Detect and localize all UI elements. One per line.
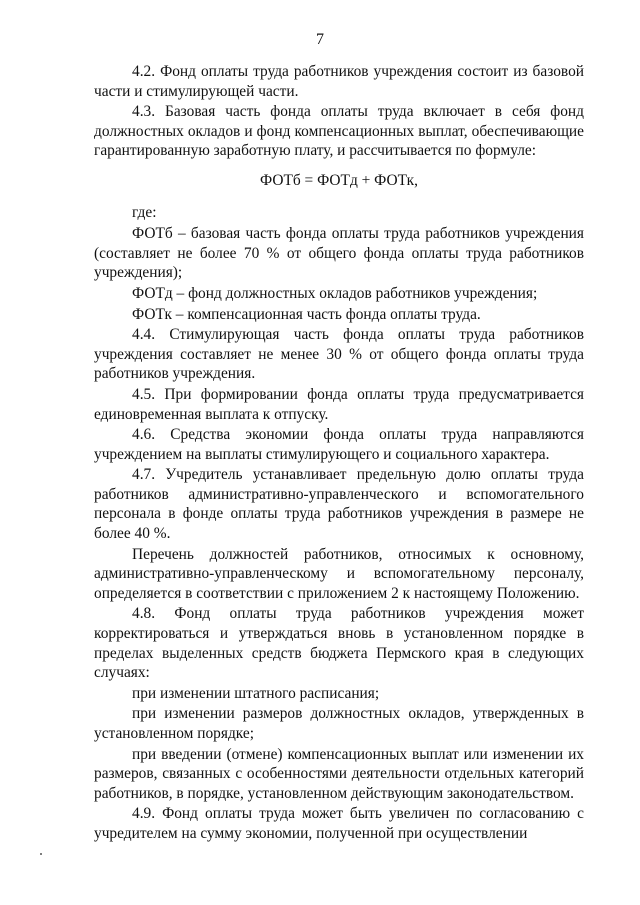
page-number: 7	[316, 31, 324, 48]
paragraph-4-6: 4.6. Средства экономии фонда оплаты труда направляются учреждением на выплаты стимулирующего и социального характера.	[94, 426, 584, 463]
paragraph-4-8: 4.8. Фонд оплаты труда работников учреждения может корректироваться и утверждаться вновь в установленном порядке в пределах выделенных средств бюджета Пермского края в следующих случаях:	[94, 605, 584, 682]
scan-speck	[40, 853, 42, 855]
paragraph-4-5: 4.5. При формировании фонда оплаты труда предусматривается единовременная выплата к отпуску.	[94, 385, 584, 423]
paragraph-4-7: 4.7. Учредитель устанавливает предельную долю оплаты труда работников административно-управленческого и вспомогательного персонала в фонде оплаты труда работников учреждения в размере не более 40 %.	[94, 466, 584, 543]
definition-fotb: ФОТб – базовая часть фонда оплаты труда работников учреждения (составляет не более 70 % от общего фонда оплаты труда работников учреждения);	[94, 225, 584, 282]
paragraph-personnel-list: Перечень должностей работников, относимых к основному, административно-управленческому и вспомогательному персоналу, определяется в соответствии с приложением 2 к настоящему Положению.	[94, 545, 584, 602]
paragraph-4-4: 4.4. Стимулирующая часть фонда оплаты труда работников учреждения составляет не менее 30 % от общего фонда оплаты труда работников учреждения.	[94, 326, 584, 383]
paragraph-4-9: 4.9. Фонд оплаты труда может быть увеличен по согласованию с учредителем на сумму экономии, полученной при осуществлении	[94, 805, 584, 842]
definition-fotd: ФОТд – фонд должностных окладов работников учреждения;	[132, 284, 538, 302]
case-staff-schedule: при изменении штатного расписания;	[132, 684, 380, 702]
where-label: где:	[132, 203, 157, 221]
paragraph-4-2: 4.2. Фонд оплаты труда работников учреждения состоит из базовой части и стимулирующей части.	[94, 63, 584, 100]
document-body	[94, 62, 584, 845]
formula: ФОТб = ФОТд + ФОТк,	[260, 171, 418, 189]
definition-fotk: ФОТк – компенсационная часть фонда оплаты труда.	[132, 305, 481, 323]
case-compensation-change: при введении (отмене) компенсационных выплат или изменении их размеров, связанных с особенностями деятельности отдельных категорий работников, в порядке, установленном действующим законодательством.	[94, 745, 584, 802]
case-salary-change: при изменении размеров должностных окладов, утвержденных в установленном порядке;	[94, 705, 584, 742]
paragraph-4-3: 4.3. Базовая часть фонда оплаты труда включает в себя фонд должностных окладов и фонд компенсационных выплат, обеспечивающие гарантированную заработную плату, и рассчитывается по формуле:	[94, 103, 584, 160]
